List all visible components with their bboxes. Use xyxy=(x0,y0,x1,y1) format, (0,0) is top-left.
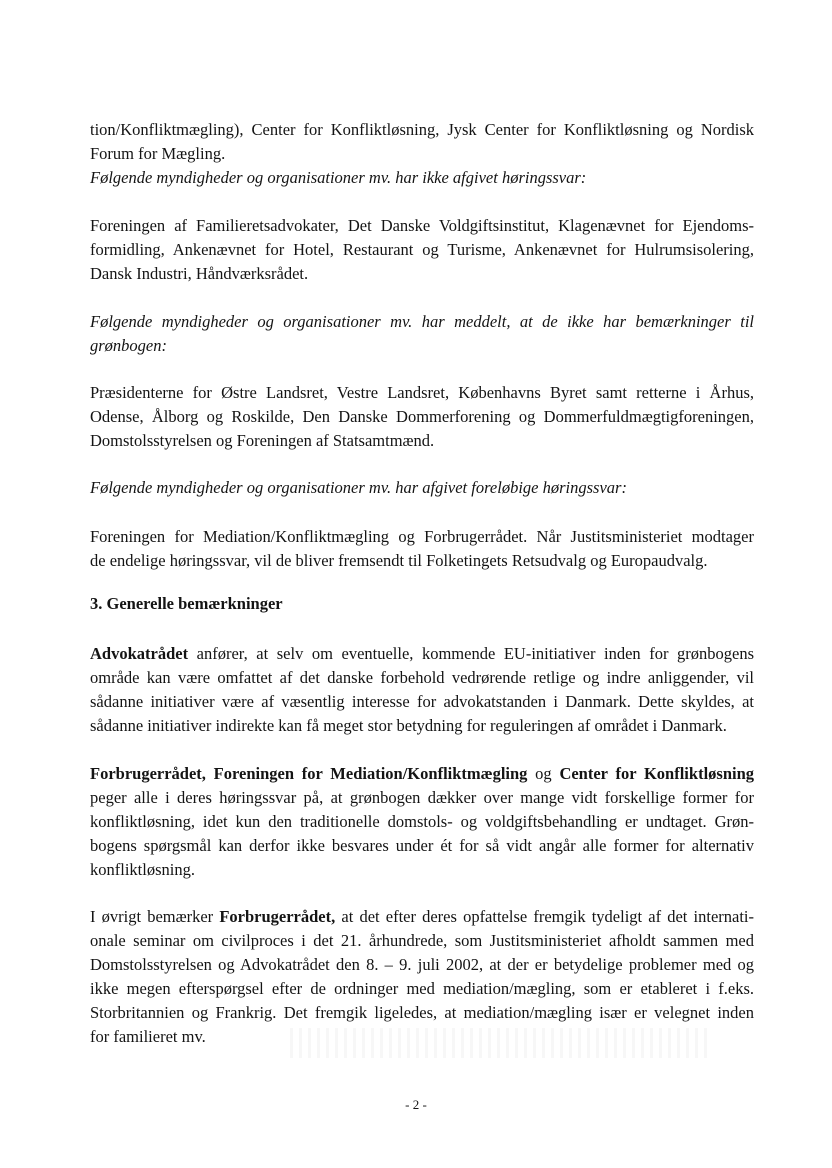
text-line: grønbogen: xyxy=(90,336,167,355)
italic-heading-preliminary-responses xyxy=(90,476,754,500)
text-line: Domstolsstyrelsen og Foreningen af Statsamtmænd. xyxy=(90,431,435,450)
text-line: peger alle i deres høringssvar på, at grønbogen dækker over mange vidt forskellige former for xyxy=(90,788,754,807)
paragraph-preliminary-responses xyxy=(90,525,754,573)
text-line: sådanne initiativer være af væsentlig interesse for advokatstanden i Danmark. Dette skyldes, at xyxy=(90,692,754,711)
paragraph-no-remarks-list xyxy=(90,381,754,453)
text-span: at det efter deres opfattelse fremgik tydeligt af det internati- xyxy=(335,907,755,926)
scan-smudge xyxy=(290,1028,710,1058)
paragraph-no-response-list xyxy=(90,214,754,286)
text-line xyxy=(90,642,754,666)
text-line: ikke megen efterspørgsel efter de ordninger med mediation/mægling, som er etableret i f.eks. xyxy=(90,979,754,998)
paragraph-advokatraadet xyxy=(90,642,754,738)
text-line: tion/Konfliktmægling), Center for Konfliktløsning, Jysk Center for Konfliktløsning og Nordisk xyxy=(90,120,754,139)
text-line: Følgende myndigheder og organisationer mv. har meddelt, at de ikke har bemærkninger til xyxy=(90,312,754,331)
text-line: konfliktløsning, idet kun den traditionelle domstols- og voldgiftsbehandling er undtaget. Grøn- xyxy=(90,812,754,831)
text-line: Forum for Mægling. xyxy=(90,144,226,163)
text-line: Odense, Ålborg og Roskilde, Den Danske Dommerforening og Dommerfuldmægtigforeningen, xyxy=(90,407,754,426)
text-line: Domstolsstyrelsen og Advokatrådet den 8. – 9. juli 2002, at der er betydelige problemer med og xyxy=(90,955,754,974)
text-line: onale seminar om civilproces i det 21. århundrede, som Justitsministeriet afholdt sammen med xyxy=(90,931,754,950)
text-line: konfliktløsning. xyxy=(90,860,195,879)
text-line: område kan være omfattet af det danske forbehold vedrørende retlige og indre anliggender, vil xyxy=(90,668,754,687)
text-line: Præsidenterne for Østre Landsret, Vestre Landsret, Københavns Byret samt retterne i Århus, xyxy=(90,383,754,402)
organisation-name: Forbrugerrådet, Foreningen for Mediation/Konfliktmægling xyxy=(90,764,528,783)
text-line: Dansk Industri, Håndværksrådet. xyxy=(90,264,309,283)
page-number: - 2 - xyxy=(405,1097,427,1112)
italic-heading-no-response xyxy=(90,166,754,190)
text-line: de endelige høringssvar, vil de bliver fremsendt til Folketingets Retsudvalg og Europaudvalg. xyxy=(90,551,708,570)
text-line: bogens spørgsmål kan derfor ikke besvares under ét for så vidt angår alle former for alternativ xyxy=(90,836,754,855)
text-span: anfører, at selv om eventuelle, kommende EU-initiativer inden for grønbogens xyxy=(188,644,754,663)
text-line: Foreningen for Mediation/Konfliktmægling og Forbrugerrådet. Når Justitsministeriet modtager xyxy=(90,527,754,546)
organisation-name: Advokatrådet xyxy=(90,644,189,663)
organisation-name: Center for Konfliktløsning xyxy=(559,764,755,783)
text-span: og xyxy=(527,764,560,783)
text-line: sådanne initiativer indirekte kan få meget stor betydning for reguleringen af området i Danmark. xyxy=(90,716,727,735)
text-line: Storbritannien og Frankrig. Det fremgik ligeledes, at mediation/mægling især er velegnet inden xyxy=(90,1003,754,1022)
organisation-name: Forbrugerrådet, xyxy=(219,907,336,926)
text-line xyxy=(90,905,754,929)
section-heading: 3. Generelle bemærkninger xyxy=(90,594,283,613)
text-line: formidling, Ankenævnet for Hotel, Restaurant og Turisme, Ankenævnet for Hulrumsisolering, xyxy=(90,240,754,259)
text-line: Følgende myndigheder og organisationer mv. har afgivet foreløbige høringssvar: xyxy=(90,478,627,497)
italic-heading-no-remarks xyxy=(90,310,754,358)
paragraph-consulted-organisations-end xyxy=(90,118,754,166)
text-line xyxy=(90,762,754,786)
paragraph-forbrugerraadet-group xyxy=(90,762,754,882)
text-span: I øvrigt bemærker xyxy=(90,907,220,926)
text-line: for familieret mv. xyxy=(90,1027,206,1046)
text-line: Følgende myndigheder og organisationer mv. har ikke afgivet høringssvar: xyxy=(90,168,587,187)
text-line: Foreningen af Familieretsadvokater, Det Danske Voldgiftsinstitut, Klagenævnet for Ejendoms- xyxy=(90,216,754,235)
